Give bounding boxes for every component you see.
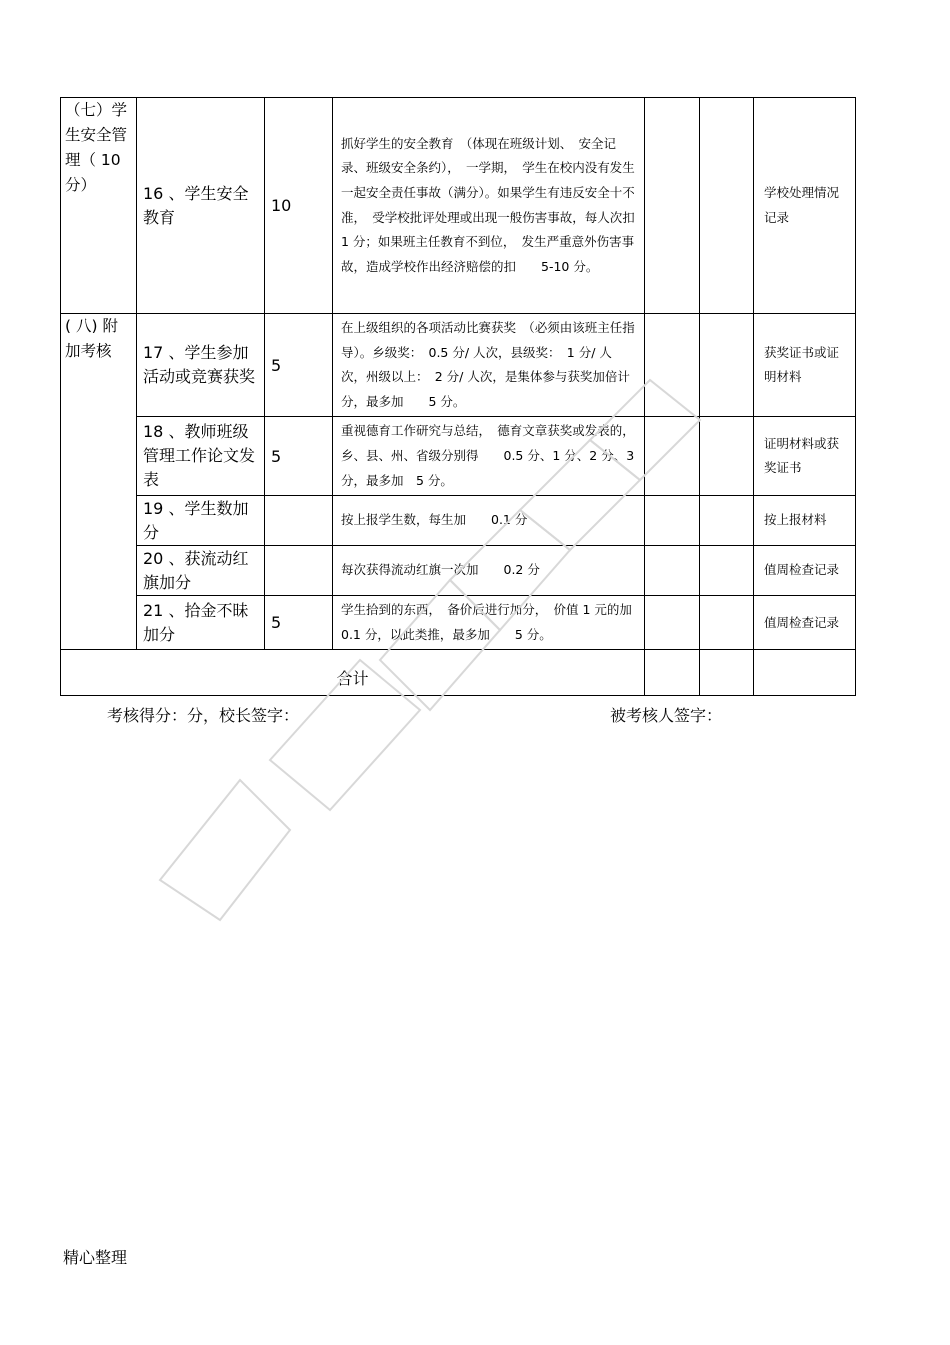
item-cell: 16 、学生安全教育 xyxy=(137,98,265,314)
category-label: ( 八) 附加考核 xyxy=(65,317,118,360)
evidence-cell: 值周检查记录 xyxy=(754,546,856,596)
score-cell xyxy=(265,496,333,546)
total-label: 合计 xyxy=(61,650,645,696)
description-cell: 重视德育工作研究与总结， 德育文章获奖或发表的，乡、县、州、省级分别得 0.5 分、1 分、2 分、3 分，最多加 5 分。 xyxy=(333,417,645,496)
blank-cell xyxy=(645,98,700,314)
description-cell: 抓好学生的安全教育 （体现在班级计划、 安全记录、班级安全条约）， 一学期， 学生在校内没有发生一起安全责任事故（满分）。如果学生有违反安全十不准， 受学校批评处理或出现一般伤害事故，每人次扣 1 分；如果班主任教育不到位， 发生严重意外伤害事故，造成学校作出经济赔偿的扣 5-10 分。 xyxy=(333,98,645,314)
blank-cell xyxy=(754,650,856,696)
blank-cell xyxy=(700,596,754,650)
evaluation-table xyxy=(60,97,856,696)
table-row xyxy=(61,98,856,314)
blank-cell xyxy=(700,98,754,314)
item-cell: 21 、拾金不昧加分 xyxy=(137,596,265,650)
category-cell xyxy=(61,98,137,314)
blank-cell xyxy=(700,650,754,696)
total-row xyxy=(61,650,856,696)
table-row xyxy=(61,496,856,546)
score-cell: 10 xyxy=(265,98,333,314)
blank-cell xyxy=(700,546,754,596)
item-cell: 19 、学生数加分 xyxy=(137,496,265,546)
blank-cell xyxy=(645,314,700,417)
bottom-note: 精心整理 xyxy=(63,1248,128,1267)
score-cell: 5 xyxy=(265,314,333,417)
description-cell: 每次获得流动红旗一次加 0.2 分 xyxy=(333,546,645,596)
item-cell: 20 、获流动红旗加分 xyxy=(137,546,265,596)
category-cell xyxy=(61,314,137,650)
blank-cell xyxy=(700,417,754,496)
blank-cell xyxy=(645,650,700,696)
item-cell: 17 、学生参加活动或竞赛获奖 xyxy=(137,314,265,417)
blank-cell xyxy=(645,596,700,650)
table-row xyxy=(61,596,856,650)
table-row xyxy=(61,314,856,417)
description-cell: 按上报学生数，每生加 0.1 分 xyxy=(333,496,645,546)
evidence-cell: 学校处理情况记录 xyxy=(754,98,856,314)
score-cell: 5 xyxy=(265,417,333,496)
blank-cell xyxy=(645,546,700,596)
description-cell: 学生拾到的东西， 备价后进行加分， 价值 1 元的加 0.1 分，以此类推，最多加 5 分。 xyxy=(333,596,645,650)
table-row xyxy=(61,546,856,596)
item-cell: 18 、教师班级管理工作论文发表 xyxy=(137,417,265,496)
evidence-cell: 按上报材料 xyxy=(754,496,856,546)
score-cell: 5 xyxy=(265,596,333,650)
blank-cell xyxy=(645,417,700,496)
blank-cell xyxy=(700,496,754,546)
blank-cell xyxy=(645,496,700,546)
score-cell xyxy=(265,546,333,596)
evidence-cell: 获奖证书或证明材料 xyxy=(754,314,856,417)
evidence-cell: 证明材料或获奖证书 xyxy=(754,417,856,496)
evidence-cell: 值周检查记录 xyxy=(754,596,856,650)
evaluatee-signature: 被考核人签字： xyxy=(610,706,723,725)
table-row xyxy=(61,417,856,496)
blank-cell xyxy=(700,314,754,417)
score-principal-signature: 考核得分：分，校长签字： xyxy=(107,706,300,725)
description-cell: 在上级组织的各项活动比赛获奖 （必须由该班主任指导）。乡级奖： 0.5 分/ 人次，县级奖： 1 分/ 人次，州级以上： 2 分/ 人次，是集体参与获奖加倍计分，最多加 5 分。 xyxy=(333,314,645,417)
category-label: （七）学生安全管理（ 10 分） xyxy=(65,101,128,194)
